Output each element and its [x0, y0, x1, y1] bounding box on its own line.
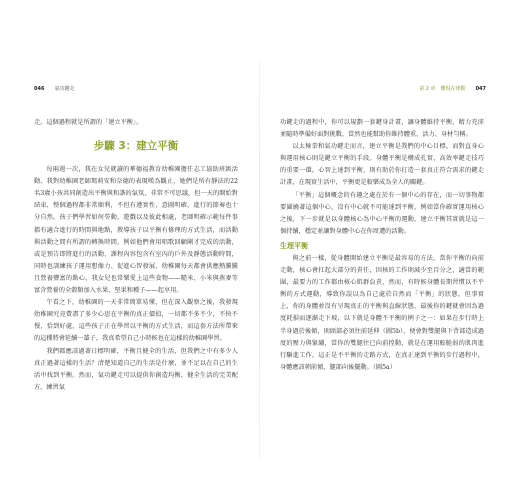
right-continued-paragraph: 功鍵走的過程中，你可以規劃一套鍵身計畫，讓身體維持平衡，精力充沛並隨時準備好面對挑戰，當然也能幫助你維持體重，活力、身材勻稱。 — [280, 119, 484, 139]
right-paragraph-3: 與之前一樣，從身體開始建立平衡是最容易的方法，當你平衡的向前走動，核心會扛起大部分的責任，因核的工作則減少至百分之，適當的範圍，最要力的工作都由核心肌群負責，然而，有時候身體長期習慣以不平衡的方式運動，導致你誤以為自己處於自然而「平衡」的狀態，但事實上，你的身體並沒有呈現真正的平衡與直線狀態，最後你的鍵就會因為過度耗損而逐漸走下坡，以下就是身體不平衡的例子之一：如果在步行時上半身過於後傾，則頭部必須往前延伸（圖5b），便會對雙腿與下背部造成過度的壓力與緊繃，當你的雙腿往已向前控動，就是在運用較脆弱的肌肉進行驅進工作，這正是不平衡的走路方式，在真正達到平衡的步行過程中，身體應該朝前傾，腿部向後擺動。（圖5a） — [280, 254, 484, 371]
left-body-text — [34, 117, 238, 394]
right-page — [260, 0, 520, 500]
left-paragraph-1: 每兩週一次，我在女兒就讀的華德福教育幼稚園擔任志工協助班級活動。我對幼稚園老師瑪莉安和奈德的表現嘆為觀止，她們是所有靜法的22名3歲小孩共同創造出平衡與和諧的氣氛，非常不可思議，但一天的開始對結束，整個過程都非常順利，不但有遵實性，意圖明確，進行的節奏也十分自然。孩子們學習如何勞動，遊戲以及彼此相處，老師明確示範每件事都有適合進行的時間與地點，教導孩子以平衡有條理的方式生活，而活動與活動之間有所謂的轉換時間，例如他們會用唱歌回顧剛才完成的活動，或是預告即將進行的活動，課程內容包含有室內的戶外及靜態活動時間，同時也訓練孩子運用想像力、促進心智發展，幼稚園每天都會供應熱騰騰且營養豐富的點心，我女兒也常樂愛上這些食物——糙米、小米與燕麥等富含營養的全穀類加入水果、堅果和種子——起享用。 — [34, 166, 238, 295]
section-title: 步驟 3：建立平衡 — [93, 140, 179, 153]
left-paragraph-2: 午看之下，幼稚園的一天非常簡單易懂，但在深入觀察之後，我發現幼稚園究竟費盡了多少心思在平衡的真正價值，一切都不多不少，不快不慢，恰到好處，這些孩子正在學習以平衡的方式生活，而這套方法所帶來的這種將會延續一輩子，我真希望自己小時候也在這樣的幼稚園學習。 — [34, 299, 238, 343]
left-paragraph-3: 我們都應該過著日標明確，平衡且健全的生活，但我們之中有多少人真正過著這樣的生活？清楚知道自己的生活是什麼，並不足以在自己的生活中找到平衡。然而，氣功鍵走可以提供你創造均衡、健全生活的完美配方，練習氣 — [34, 347, 238, 391]
subsection-title: 生理平衡 — [280, 241, 308, 250]
left-page-number: 046 — [34, 86, 45, 92]
left-continued-paragraph: 走，這個過程就是所謂的「建立平衡」。 — [34, 119, 143, 126]
right-page-number: 047 — [475, 86, 486, 92]
right-running-head: 第 2 章 體現在律動 — [419, 86, 466, 92]
left-running-header — [34, 85, 74, 92]
right-paragraph-2: 「平衡」這個概念的有趣之處在於有一個中心的存在，而一切事物都要圍繞著這個中心，沒有中心就不可能達到平衡，例如當你確實運用核心之後，下一步就是以身體核心為中心平衡的運動，建立平衡其實就是這一個持續，穩定並讓對身體中心在你周遭的活動。 — [280, 191, 484, 235]
left-running-head: 氣功鍵走 — [54, 86, 75, 92]
right-paragraph-1: 以太極拳和氣功鍵走而言，建立平衡是我們的中心目標，而對直身心與運用核心則是鍵立平衡的手段。身體平衡是構成孔實、高效率鍵走技巧的重要一環，心智上達到平衡，則有助於你打造一套真正符合需求的鍵走計畫，在現實生活中，平衡更是較樂成為全人的關鍵。 — [280, 143, 484, 187]
right-body-text — [280, 117, 484, 374]
right-running-header — [419, 85, 486, 92]
